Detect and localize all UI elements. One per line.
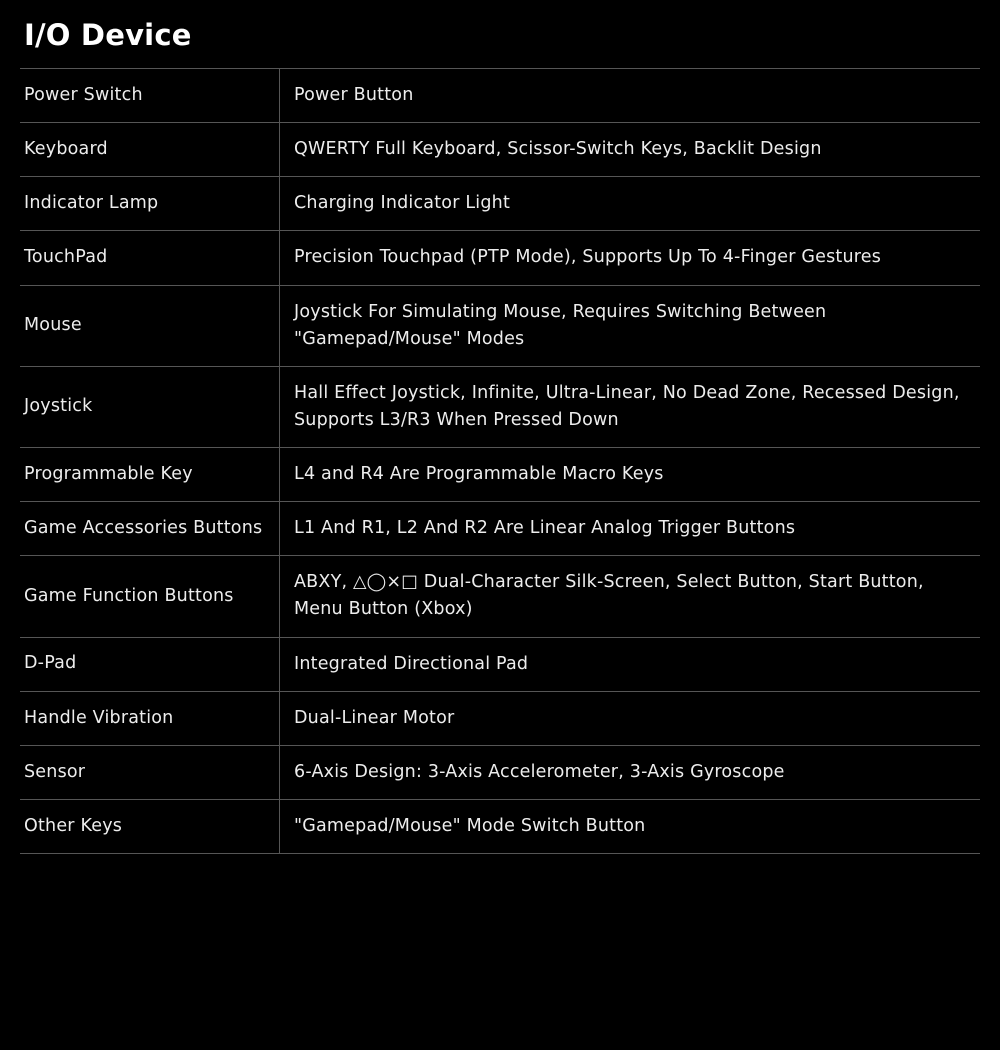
- spec-label: Power Switch: [20, 69, 280, 123]
- spec-value: ABXY, △◯×□ Dual-Character Silk-Screen, Select Button, Start Button, Menu Button (Xbox): [294, 572, 924, 620]
- spec-label: Other Keys: [20, 799, 280, 853]
- table-row: [20, 285, 980, 366]
- spec-value: Dual-Linear Motor: [294, 707, 455, 728]
- spec-value: Charging Indicator Light: [294, 193, 511, 214]
- table-row: [20, 637, 980, 691]
- table-row: [20, 502, 980, 556]
- spec-label: Indicator Lamp: [20, 177, 280, 231]
- spec-label: D-Pad: [20, 637, 280, 691]
- table-row: [20, 745, 980, 799]
- spec-label: Mouse: [20, 285, 280, 366]
- spec-value: "Gamepad/Mouse" Mode Switch Button: [294, 815, 646, 836]
- table-row: [20, 123, 980, 177]
- table-row: [20, 448, 980, 502]
- spec-label: Handle Vibration: [20, 691, 280, 745]
- spec-value: QWERTY Full Keyboard, Scissor-Switch Keys, Backlit Design: [294, 139, 822, 160]
- spec-label: Joystick: [20, 366, 280, 447]
- spec-value: Integrated Directional Pad: [294, 653, 529, 674]
- table-row: [20, 691, 980, 745]
- table-row: [20, 231, 980, 285]
- spec-value: L4 and R4 Are Programmable Macro Keys: [294, 464, 664, 484]
- table-row: [20, 177, 980, 231]
- table-row: [20, 799, 980, 853]
- spec-value: L1 And R1, L2 And R2 Are Linear Analog Trigger Buttons: [294, 518, 796, 539]
- table-row: [20, 556, 980, 637]
- spec-label: Sensor: [20, 745, 280, 799]
- spec-value: Hall Effect Joystick, Infinite, Ultra-Linear, No Dead Zone, Recessed Design, Supports L3/R3 When Pressed Down: [294, 382, 960, 430]
- spec-label: TouchPad: [20, 231, 280, 285]
- page-title: I/O Device: [24, 18, 192, 52]
- io-device-spec-table: [20, 68, 980, 854]
- spec-table-body: [20, 69, 980, 854]
- table-row: [20, 366, 980, 447]
- spec-value: 6-Axis Design: 3-Axis Accelerometer, 3-Axis Gyroscope: [294, 761, 785, 782]
- spec-label: Game Function Buttons: [20, 556, 280, 637]
- spec-label: Game Accessories Buttons: [20, 502, 280, 556]
- spec-label: Keyboard: [20, 123, 280, 177]
- spec-value: Precision Touchpad (PTP Mode), Supports Up To 4-Finger Gestures: [294, 247, 882, 268]
- spec-value: Joystick For Simulating Mouse, Requires Switching Between "Gamepad/Mouse" Modes: [294, 301, 827, 349]
- table-row: [20, 69, 980, 123]
- spec-label: Programmable Key: [20, 448, 280, 502]
- spec-value: Power Button: [294, 85, 414, 105]
